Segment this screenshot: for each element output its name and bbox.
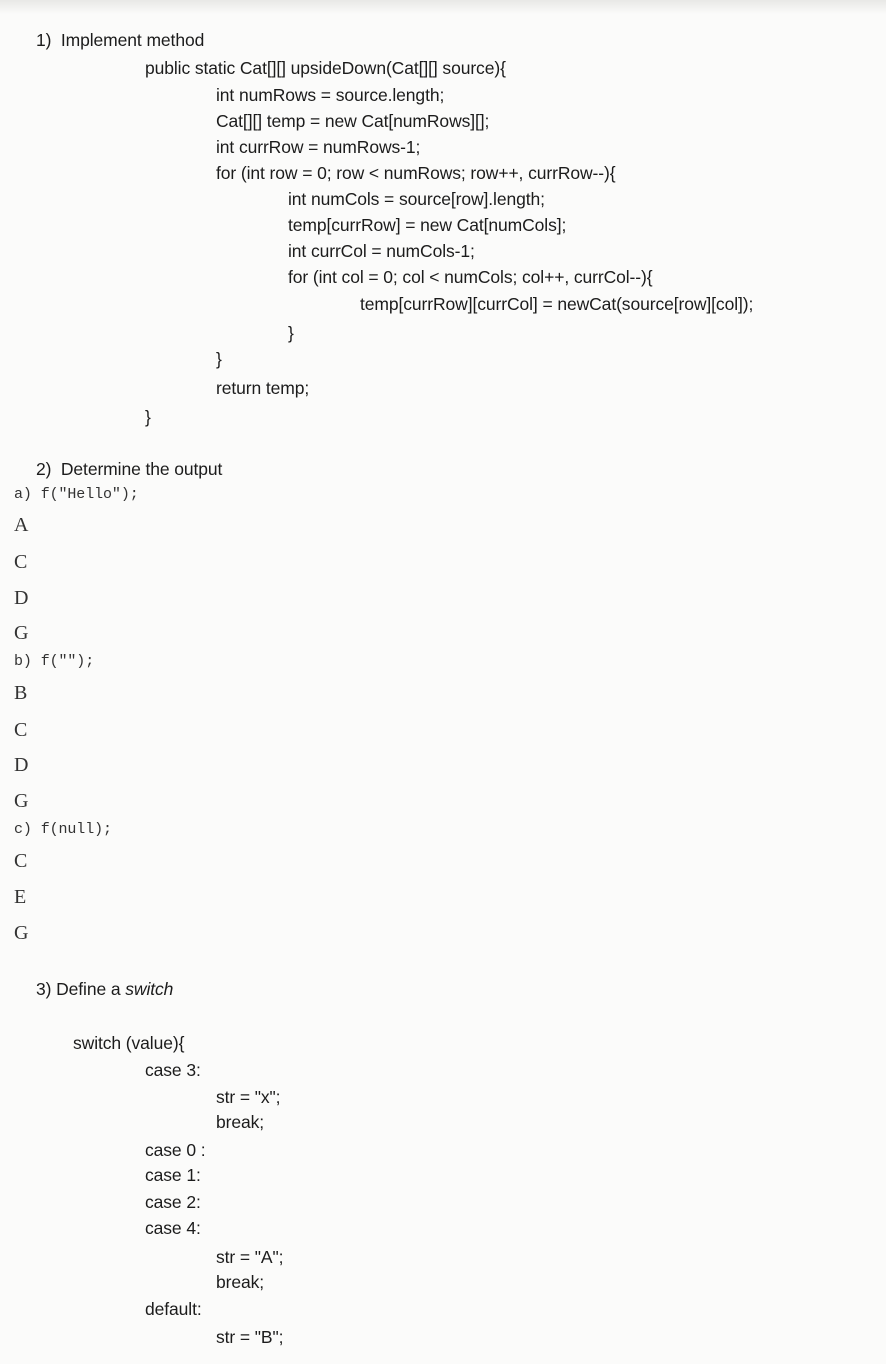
output-line: G: [14, 922, 29, 944]
code-line: case 1:: [145, 1165, 201, 1185]
output-line: E: [14, 886, 27, 908]
q2-call-c: c) f(null);: [14, 821, 112, 838]
q2-heading: 2) Determine the output: [36, 459, 223, 479]
output-line: A: [14, 514, 29, 536]
output-line: C: [14, 719, 28, 741]
output-line: C: [14, 551, 28, 573]
output-line: C: [14, 850, 28, 872]
q1-heading: 1) Implement method: [36, 30, 205, 50]
code-line: str = "x";: [216, 1087, 281, 1107]
code-line: switch (value){: [73, 1033, 185, 1053]
output-line: D: [14, 587, 29, 609]
code-line: temp[currRow] = new Cat[numCols];: [288, 215, 567, 235]
code-line: int numCols = source[row].length;: [288, 189, 545, 209]
code-line: public static Cat[][] upsideDown(Cat[][] source){: [145, 58, 506, 78]
output-line: G: [14, 622, 29, 644]
code-line: case 4:: [145, 1218, 201, 1238]
output-line: D: [14, 754, 29, 776]
code-line: for (int row = 0; row < numRows; row++, currRow--){: [216, 163, 616, 183]
code-line: case 0 :: [145, 1140, 206, 1160]
output-line: B: [14, 682, 28, 704]
scan-edge: [0, 0, 886, 14]
code-line: Cat[][] temp = new Cat[numRows][];: [216, 111, 490, 131]
q2-call-b: b) f("");: [14, 653, 95, 670]
code-line: case 2:: [145, 1192, 201, 1212]
code-line: int numRows = source.length;: [216, 85, 445, 105]
q2-call-a: a) f("Hello");: [14, 486, 139, 503]
code-line: for (int col = 0; col < numCols; col++, currCol--){: [288, 267, 653, 287]
code-line: }: [288, 323, 294, 343]
code-line: return temp;: [216, 378, 310, 398]
code-line: str = "B";: [216, 1327, 284, 1347]
code-line: temp[currRow][currCol] = newCat(source[row][col]);: [360, 294, 754, 314]
code-line: break;: [216, 1272, 265, 1292]
code-line: break;: [216, 1112, 265, 1132]
code-line: }: [216, 349, 222, 369]
code-line: int currRow = numRows-1;: [216, 137, 421, 157]
code-line: int currCol = numCols-1;: [288, 241, 475, 261]
code-line: str = "A";: [216, 1247, 284, 1267]
q3-heading: 3) Define a switch: [36, 979, 174, 999]
code-line: case 3:: [145, 1060, 201, 1080]
q3-heading-em: switch: [125, 979, 174, 999]
code-line: }: [145, 407, 151, 427]
output-line: G: [14, 790, 29, 812]
code-line: default:: [145, 1299, 202, 1319]
